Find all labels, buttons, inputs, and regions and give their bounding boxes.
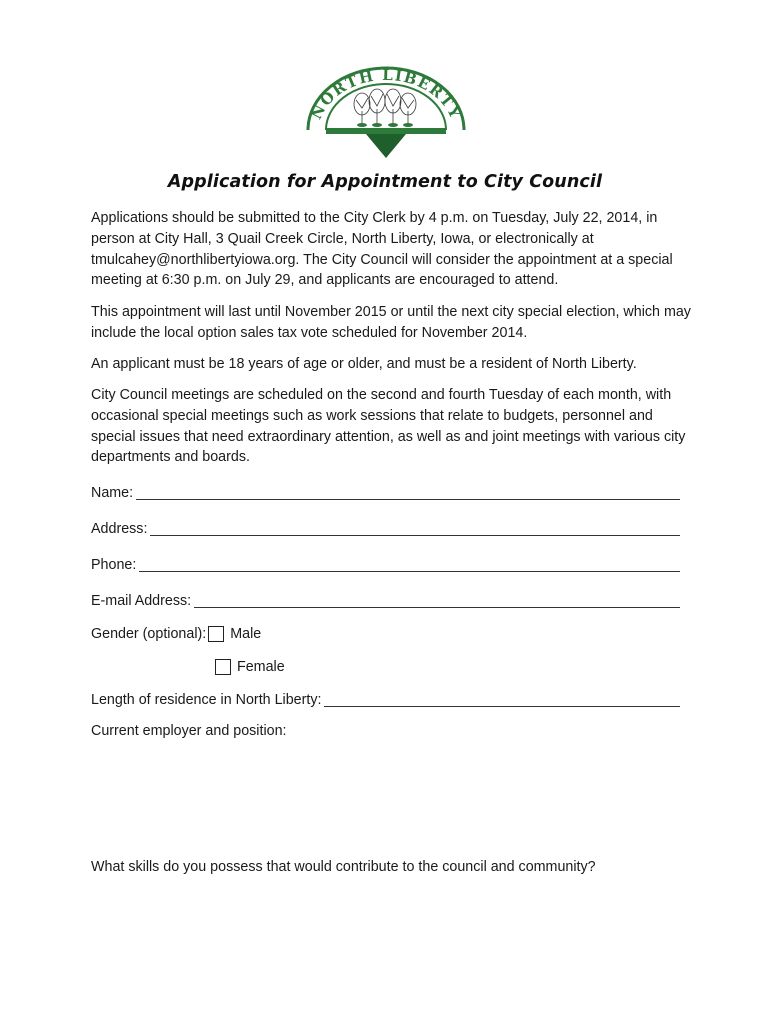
email-field bbox=[91, 590, 680, 610]
female-checkbox[interactable] bbox=[215, 659, 231, 675]
male-checkbox[interactable] bbox=[208, 626, 224, 642]
gender-label: Gender (optional): bbox=[91, 626, 207, 642]
employer-label: Current employer and position: bbox=[91, 723, 287, 739]
svg-text:NORTH LIBERTY: NORTH LIBERTY bbox=[307, 65, 465, 123]
residence-field bbox=[91, 689, 680, 709]
residence-input[interactable] bbox=[324, 706, 680, 707]
male-label: Male bbox=[230, 626, 262, 642]
eligibility-text: An applicant must be 18 years of age or older, and must be a resident of North Liberty. bbox=[91, 356, 637, 372]
skills-label: What skills do you possess that would contribute to the council and community? bbox=[91, 859, 596, 875]
name-field bbox=[91, 482, 680, 502]
residence-label: Length of residence in North Liberty: bbox=[91, 692, 322, 708]
appointment-term-text: This appointment will last until November 2015 or until the next city special election, which may include the local option sales tax vote scheduled for November 2014. bbox=[91, 304, 691, 341]
page-title: Application for Appointment to City Council bbox=[167, 172, 603, 192]
email-input[interactable] bbox=[194, 607, 680, 608]
name-input[interactable] bbox=[136, 499, 680, 500]
north-liberty-logo bbox=[300, 64, 472, 162]
female-row bbox=[215, 656, 285, 678]
address-input[interactable] bbox=[150, 535, 680, 536]
email-label: E-mail Address: bbox=[91, 593, 192, 609]
submission-instructions: Applications should be submitted to the City Clerk by 4 p.m. on Tuesday, July 22, 2014, in person at City Hall, 3 Quail Creek Circle, North Liberty, Iowa, or electronically at tmulcahey@northlibertyiowa.org. The City Council will consider the appointment at a special meeting at 6:30 p.m. on July 29, and applicants are encouraged to attend. bbox=[91, 210, 673, 289]
phone-input[interactable] bbox=[139, 571, 680, 572]
female-label: Female bbox=[237, 659, 285, 675]
address-field bbox=[91, 518, 680, 538]
address-label: Address: bbox=[91, 521, 148, 537]
phone-field bbox=[91, 554, 680, 574]
name-label: Name: bbox=[91, 485, 134, 501]
meeting-schedule-text: City Council meetings are scheduled on the second and fourth Tuesday of each month, with occasional special meetings such as work sessions that relate to budgets, personnel and special issues that need extraordinary attention, as well as and joint meetings with various city departments and boards. bbox=[91, 387, 686, 466]
phone-label: Phone: bbox=[91, 557, 137, 573]
gender-row bbox=[91, 623, 261, 645]
